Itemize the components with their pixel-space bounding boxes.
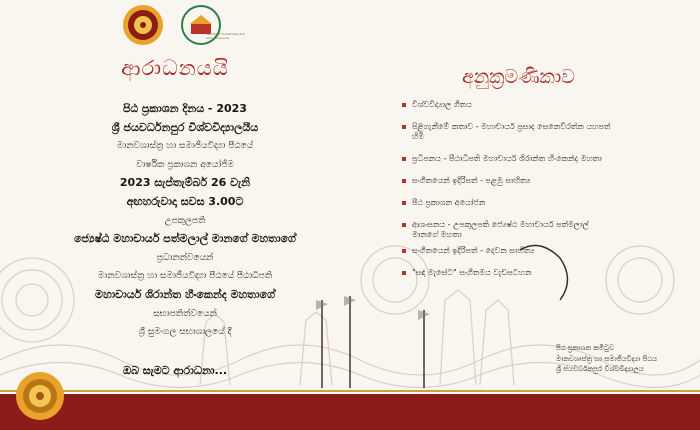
university-seal-icon <box>122 4 164 46</box>
vc-title: උපකුලපති <box>164 215 206 226</box>
agenda-item: විශ්වවිද්‍යාල ගීතය <box>402 100 692 110</box>
patronage-label: ප්‍රධානත්වයෙන් <box>156 252 214 263</box>
agenda-item: පිළිගැනීමේ කතාව - මහාචාර්ය ප්‍රසාද සෙනෙවිරත්න යහපත් හිමි <box>402 122 692 142</box>
gold-divider <box>0 390 700 392</box>
dean-name: මහාචාර්ය ශිරාන්ත හීංකෙන්ද මහතාගේ <box>95 287 275 301</box>
agenda-list <box>402 100 692 290</box>
faculty-caption: Faculty of Humanities and Social Sciences <box>206 32 246 40</box>
venue: ශ්‍රී සුමංගල සභාශාලයේ දී <box>138 327 232 338</box>
chair-label: සභාපතිත්වයෙන් <box>153 308 217 319</box>
bullet-icon <box>402 249 406 253</box>
signature-block <box>556 343 676 375</box>
event-name: පිඨ ප්‍රකාශන දිනය - 2023 <box>123 102 247 115</box>
sun-emblem-icon <box>14 370 66 422</box>
event-description: වාර්ෂික ප්‍රකාශන අයෝජිම <box>136 159 234 170</box>
invitation-title: ආරාධනයයි <box>121 56 229 80</box>
university-name: ශ්‍රී ජයවර්ධනපුර විශ්වවිද්‍යාලයීය <box>111 120 259 134</box>
bullet-icon <box>402 157 406 161</box>
university-line: ශ්‍රී ජයවර්ධනපුර විශ්වවිද්‍යාලය <box>556 365 644 373</box>
agenda-item: සංගීතයෙන් ඉදිරිපත් - පළමු සාහිත්‍ය <box>402 176 692 186</box>
agenda-item: "සඳ මැසේට" සංගීතමය වැඩසටහන <box>402 268 692 278</box>
event-date: 2023 සැප්තැම්බර් 26 වැනි <box>119 176 251 190</box>
vc-name: ජ්‍යෙෂ්ඨ මහාචාර්ය පත්මලාල් මානගේ මහතාගේ <box>74 232 296 246</box>
agenda-item: පීඨ ප්‍රකාශන අයෝජන <box>402 198 692 208</box>
bullet-icon <box>402 179 406 183</box>
bullet-icon <box>402 271 406 275</box>
footer-band <box>0 394 700 430</box>
dean-title: මානවශාස්ත්‍ර හා සමාජීයවිද්‍යා පීඨයේ පීඨාධිපති <box>97 271 273 282</box>
bullet-icon <box>402 223 406 227</box>
faculty-name: මානවශාස්ත්‍ර හා සමාජීයවිද්‍යා පීඨයේ <box>116 141 254 152</box>
closing-line: ඔබ සැමට ආරාධනා... <box>122 364 228 377</box>
faculty-line: මානවශාස්ත්‍ර හා සමාජීයවිද්‍යා පීඨය <box>556 354 658 363</box>
event-time: අඟහරුවාදා සවස 3.00ට <box>126 194 244 208</box>
committee-name: පීඨ ප්‍රකාශන කමිටුව <box>556 344 615 352</box>
agenda-item: ආශංසනය - උපකුලපති ජ්‍යෙෂ්ඨ මහාචාර්ය පත්මලාල් මානගේ මහතා <box>402 220 692 240</box>
bullet-icon <box>402 201 406 205</box>
agenda-title: අනුක්‍රමණිකාව <box>462 66 575 88</box>
bullet-icon <box>402 103 406 107</box>
agenda-item: ප්‍රධීපනය - පීඨාධිපති මහාචාර්ය ශිරාන්ත හීංකෙන්ද මහතා <box>402 154 692 164</box>
agenda-item: සංගීතයෙන් ඉදිරිපත් - දෙවන සාහිත්‍ය <box>402 246 692 256</box>
invitation-text <box>20 100 350 342</box>
bullet-icon <box>402 125 406 129</box>
